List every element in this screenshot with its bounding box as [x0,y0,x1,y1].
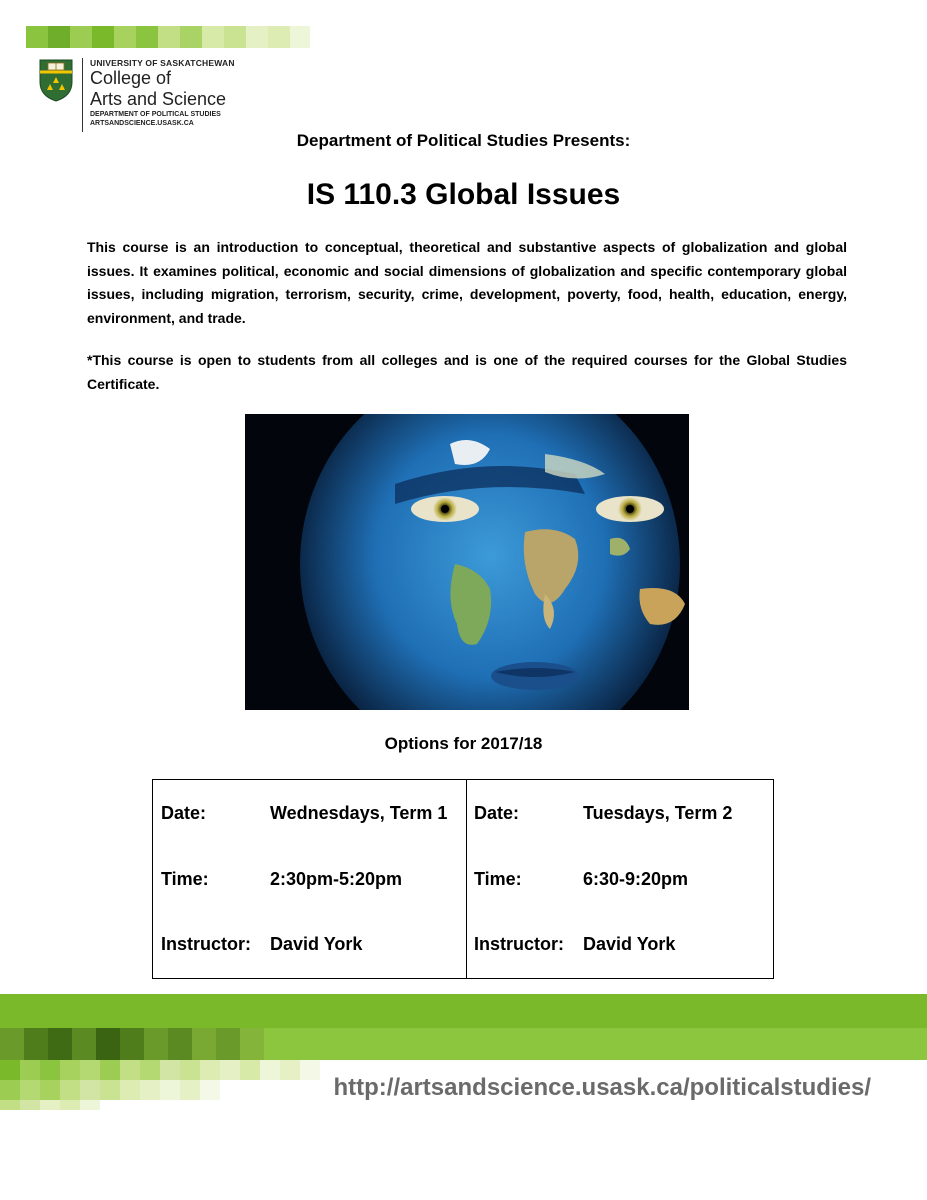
instructor-label: Instructor: [161,934,251,954]
date-value: Tuesdays, Term 2 [583,803,733,823]
college-name-line1: College of [90,68,172,88]
schedule-option-term1 [153,780,467,978]
college-name-line2: Arts and Science [90,89,227,109]
time-value: 6:30-9:20pm [583,869,689,889]
time-label: Time: [474,869,522,889]
instructor-value: David York [270,934,363,954]
presents-heading: Department of Political Studies Presents: [296,131,631,150]
footer-website-link[interactable]: http://artsandscience.usask.ca/politicalstudies/ [333,1074,871,1101]
time-label: Time: [161,869,209,889]
instructor-label: Instructor: [474,934,564,954]
university-name: UNIVERSITY OF SASKATCHEWAN [90,58,235,68]
logo-divider [82,58,83,132]
date-label: Date: [161,803,207,823]
crest-icon [38,58,74,102]
top-decorative-strip [26,26,310,48]
world-map-face-photo [245,414,689,710]
course-description: This course is an introduction to conceptual, theoretical and substantive aspects of globalization and global issues. It examines political, economic and social dimensions of globalization and specific contemporary global issues, including migration, terrorism, security, crime, development, poverty, food, health, education, energy, environment, and trade. [87,239,847,326]
course-note: *This course is open to students from all colleges and is one of the required courses for the Global Studies Certificate. [87,352,847,392]
date-label: Date: [474,803,520,823]
course-title: IS 110.3 Global Issues [306,178,621,211]
logo-website: ARTSANDSCIENCE.USASK.CA [90,120,194,127]
date-value: Wednesdays, Term 1 [270,803,448,823]
instructor-value: David York [583,934,676,954]
time-value: 2:30pm-5:20pm [270,869,403,889]
schedule-option-term2 [466,780,775,978]
schedule-table [152,779,774,979]
department-name: DEPARTMENT OF POLITICAL STUDIES [90,111,221,118]
options-title: Options for 2017/18 [384,734,543,753]
